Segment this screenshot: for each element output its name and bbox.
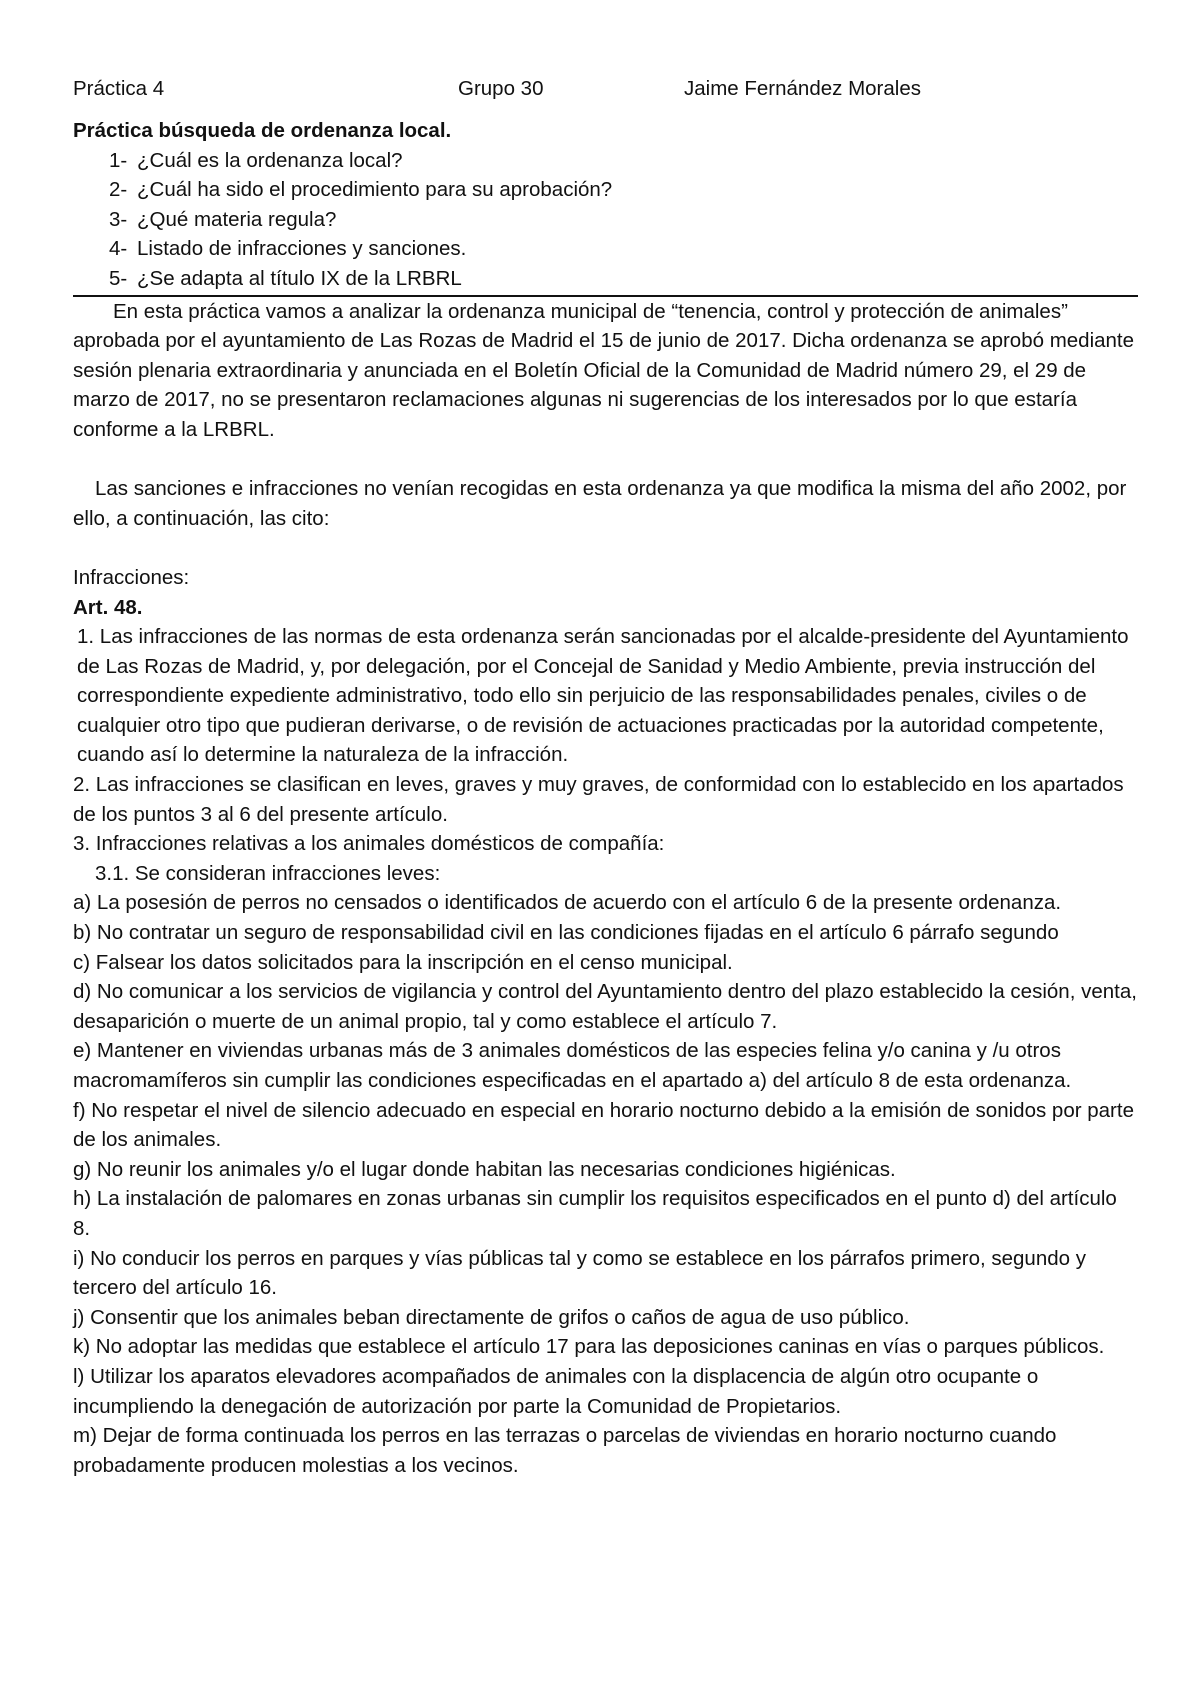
article-point-2: 2. Las infracciones se clasifican en leves, graves y muy graves, de conformidad con lo establecido en los apartados de los puntos 3 al 6 del presente artículo. bbox=[73, 773, 1124, 826]
header-group: Grupo 30 bbox=[458, 77, 544, 100]
header-author: Jaime Fernández Morales bbox=[684, 77, 921, 100]
infracciones-label: Infracciones: bbox=[73, 565, 190, 589]
question-text: Listado de infracciones y sanciones. bbox=[137, 237, 467, 261]
infraction-item-c: c) Falsear los datos solicitados para la inscripción en el censo municipal. bbox=[73, 950, 733, 974]
header-practice: Práctica 4 bbox=[73, 77, 165, 100]
question-number: 5- bbox=[109, 266, 128, 290]
infraction-item-m: m) Dejar de forma continuada los perros en las terrazas o parcelas de viviendas en horario nocturno cuando probadamente producen molestias a los vecinos. bbox=[73, 1424, 1057, 1477]
infraction-item-j: j) Consentir que los animales beban directamente de grifos o caños de agua de uso público. bbox=[73, 1305, 910, 1329]
question-item bbox=[73, 175, 1138, 205]
question-item bbox=[73, 264, 1138, 294]
question-list bbox=[73, 146, 1138, 294]
intro-paragraph: En esta práctica vamos a analizar la ordenanza municipal de “tenencia, control y protección de animales” aprobada por el ayuntamiento de Las Rozas de Madrid el 15 de junio de 2017. Dicha ordenanza se aprobó mediante sesión plenaria extraordinaria y anunciada en el Boletín Oficial de la Comunidad de Madrid número 29, el 29 de marzo de 2017, no se presentaron reclamaciones algunas ni sugerencias de los interesados por lo que estaría conforme a la LRBRL. bbox=[73, 299, 1135, 441]
question-item bbox=[73, 205, 1138, 235]
question-number: 2- bbox=[109, 178, 128, 202]
infraction-item-e: e) Mantener en viviendas urbanas más de 3 animales domésticos de las especies felina y/o canina y /u otros macromamíferos sin cumplir las condiciones especificadas en el apartado a) del artículo 8 de esta ordenanza. bbox=[73, 1039, 1072, 1092]
question-item bbox=[73, 146, 1138, 176]
question-text: ¿Qué materia regula? bbox=[137, 207, 337, 231]
spacer bbox=[73, 533, 1138, 563]
infraction-item-f: f) No respetar el nivel de silencio adecuado en especial en horario nocturno debido a la emisión de sonidos por parte de los animales. bbox=[73, 1098, 1134, 1152]
document-header bbox=[73, 70, 1138, 106]
infraction-item-d: d) No comunicar a los servicios de vigilancia y control del Ayuntamiento dentro del plazo establecido la cesión, venta, desaparición o muerte de un animal propio, tal y como establece el artículo 7. bbox=[73, 980, 1137, 1033]
article-heading: Art. 48. bbox=[73, 595, 143, 619]
infraction-item-g: g) No reunir los animales y/o el lugar donde habitan las necesarias condiciones higiénicas. bbox=[73, 1157, 896, 1181]
infraction-item-i: i) No conducir los perros en parques y vías públicas tal y como se establece en los párrafos primero, segundo y tercero del artículo 16. bbox=[73, 1246, 1086, 1300]
question-item bbox=[73, 234, 1138, 264]
document-page bbox=[73, 70, 1138, 1480]
question-text: ¿Se adapta al título IX de la LRBRL bbox=[137, 266, 462, 290]
question-number: 4- bbox=[109, 237, 128, 261]
article-point-3-1: 3.1. Se consideran infracciones leves: bbox=[95, 861, 441, 885]
article-point-1: 1. Las infracciones de las normas de esta ordenanza serán sancionadas por el alcalde-presidente del Ayuntamiento de Las Rozas de Madrid, y, por delegación, por el Concejal de Sanidad y Medio Ambiente, previa instrucción del correspondiente expediente administrativo, todo ello sin perjuicio de las responsabilidades penales, civiles o de cualquier otro tipo que pudieran derivarse, o de revisión de actuaciones practicadas por la autoridad competente, cuando así lo determine la naturaleza de la infracción. bbox=[77, 625, 1129, 767]
spacer bbox=[73, 445, 1138, 475]
question-text: ¿Cuál es la ordenanza local? bbox=[137, 148, 403, 172]
document-title: Práctica búsqueda de ordenanza local. bbox=[73, 119, 452, 142]
infraction-item-l: l) Utilizar los aparatos elevadores acompañados de animales con la displacencia de algún otro ocupante o incumpliendo la denegación de autorización por parte la Comunidad de Propietarios. bbox=[73, 1364, 1039, 1418]
article-point-3: 3. Infracciones relativas a los animales domésticos de compañía: bbox=[73, 832, 665, 856]
infraction-item-k: k) No adoptar las medidas que establece el artículo 17 para las deposiciones caninas en vías o parques públicos. bbox=[73, 1335, 1105, 1359]
question-number: 1- bbox=[109, 148, 128, 172]
infraction-item-a: a) La posesión de perros no censados o identificados de acuerdo con el artículo 6 de la presente ordenanza. bbox=[73, 891, 1062, 915]
infraction-item-b: b) No contratar un seguro de responsabilidad civil en las condiciones fijadas en el artículo 6 párrafo segundo bbox=[73, 921, 1059, 945]
question-number: 3- bbox=[109, 207, 128, 231]
infraction-item-h: h) La instalación de palomares en zonas urbanas sin cumplir los requisitos especificados en el punto d) del artículo 8. bbox=[73, 1187, 1117, 1240]
question-text: ¿Cuál ha sido el procedimiento para su aprobación? bbox=[137, 178, 613, 202]
second-paragraph: Las sanciones e infracciones no venían recogidas en esta ordenanza ya que modifica la misma del año 2002, por ello, a continuación, las cito: bbox=[73, 477, 1127, 530]
